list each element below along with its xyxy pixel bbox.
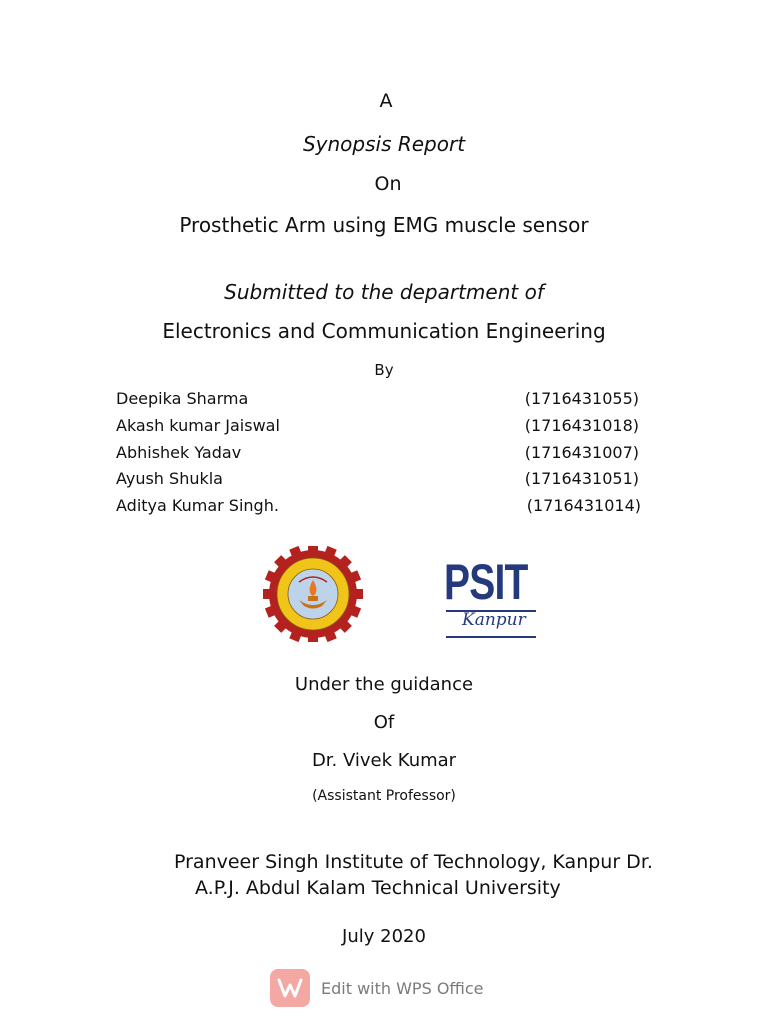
student-name: Ayush Shukla [116,469,223,489]
student-row [116,416,641,443]
submitted-to: Submitted to the department of [224,280,544,304]
student-list [116,389,641,523]
student-id: (1716431018) [524,415,639,435]
by-label: By [374,361,394,379]
guide-designation: (Assistant Professor) [312,788,456,804]
wps-office-icon [270,969,310,1007]
student-row [116,443,641,470]
guidance-label: Under the guidance [294,674,474,695]
student-name: Aditya Kumar Singh. [116,496,279,516]
student-row [116,389,641,416]
institute-name: Pranveer Singh Institute of Technology, Kanpur Dr. [174,851,653,873]
aktu-logo [263,546,363,642]
project-title: Prosthetic Arm using EMG muscle sensor [179,213,589,237]
psit-logo-rule [446,636,536,638]
aktu-seal-icon [263,546,363,642]
department-name: Electronics and Communication Engineering [162,319,606,343]
student-name: Akash kumar Jaiswal [116,415,280,435]
psit-logo-text: PSIT [444,554,528,610]
guide-name: Dr. Vivek Kumar [311,750,457,771]
wps-watermark[interactable] [270,968,484,1008]
wps-watermark-text: Edit with WPS Office [321,978,484,998]
student-id: (1716431007) [524,442,639,462]
student-id: (1716431051) [524,469,639,489]
psit-logo [444,552,540,642]
student-id: (1716431014) [526,496,641,516]
student-id: (1716431055) [524,389,639,408]
guidance-of: Of [373,712,395,733]
student-row [116,469,641,496]
student-name: Abhishek Yadav [116,442,242,462]
title-on: On [374,173,402,195]
student-name: Deepika Sharma [116,389,249,408]
university-name: A.P.J. Abdul Kalam Technical University [195,877,561,899]
student-row [116,496,641,523]
report-type: Synopsis Report [302,132,466,156]
title-article: A [379,90,393,112]
psit-logo-subtext: Kanpur [462,610,526,630]
report-date: July 2020 [342,926,426,947]
